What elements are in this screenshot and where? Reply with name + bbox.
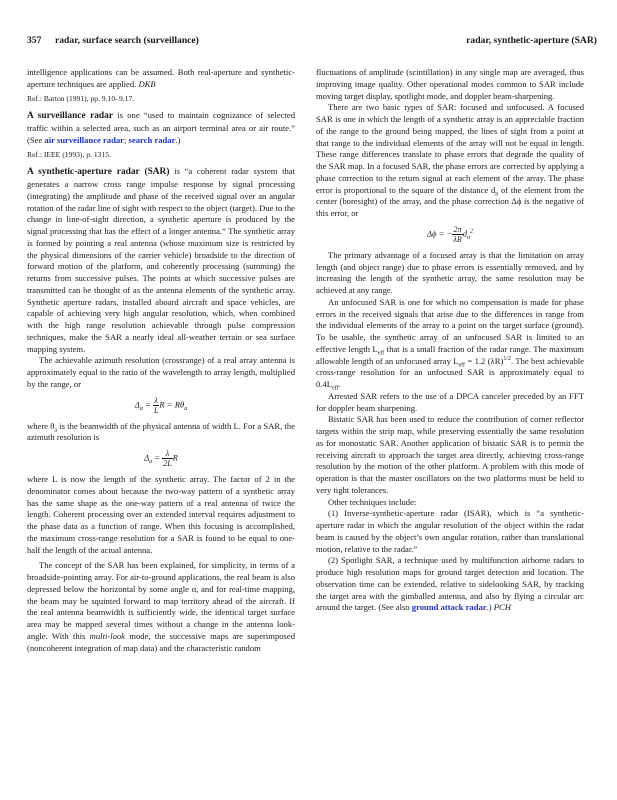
paragraph	[316, 555, 584, 614]
paragraph: where L is now the length of the synthetic array. The factor of 2 in the denominator comes about because the two-way pattern of a synthetic array has the same shape as the one-way pattern of a real antenna of twice the length. Coherent processing over an extended interval requires adjustment to the phase data as a function of range. When this focusing is accomplished, the maximum cross-range resolution for a SAR is found to be equal to one-half the length of the actual antenna.	[27, 474, 295, 555]
reference: Ref.: Barton (1991), pp. 9.10–9.17.	[27, 93, 135, 103]
paragraph: fluctuations of amplitude (scintillation) in any single map are averaged, thus improving image quality. Other operational modes common to SAR include moving target display, spotlight mode, and doppler beam-sharpening.	[316, 67, 584, 101]
eq-equals: =	[152, 452, 163, 463]
eq-numerator: 2π	[453, 224, 462, 234]
paragraph-text: .	[338, 379, 341, 389]
eq-numerator: λ	[162, 449, 172, 459]
entry-term: A synthetic-aperture radar (SAR)	[27, 167, 170, 178]
paragraph	[316, 297, 584, 391]
eq-rhs: d	[462, 228, 468, 239]
equation-azimuth-real	[27, 396, 295, 415]
text-subscript: eff	[458, 362, 466, 369]
link-ground-attack-radar[interactable]: ground attack radar	[411, 602, 487, 613]
reference: Ref.: IEEE (1993), p. 1315.	[27, 149, 111, 159]
paragraph-text: .)	[486, 602, 494, 613]
link-separator: ;	[123, 134, 129, 145]
link-air-surveillance-radar[interactable]: air surveillance radar	[44, 134, 124, 145]
text-subscript: eff	[332, 385, 339, 392]
eq-denominator: λR	[453, 234, 462, 244]
paragraph: Arrested SAR refers to the use of a DPCA canceler preceded by an FFT for doppler beam sharpening.	[316, 390, 584, 413]
eq-rhs: R = Rθ	[159, 398, 185, 409]
paragraph	[316, 102, 584, 220]
text-superscript: 1/2	[503, 355, 511, 362]
entry-text: is “a coherent radar system that generates a narrow cross range impulse response by signal processing (integrating) the amplitude and phase of the received signal over an angular rotation of the radar line of sight with respect to the object (target). Due to the change in line-of-sight direction, a synthetic aperture is produced by the signal processing that has the effect of a longer antenna.” The synthetic array is formed by pointing a real antenna (whose maximum size is restricted by the physical dimensions of the carrier vehicle) broadside to the direction of forward motion of the platform, and coherently processing (summing) the returns from successive pulses. The points at which successive pulses are transmitted can be thought of as the antenna elements of the synthetic array. Synthetic aperture radars, installed aboard aircraft and space vehicles, are capable of achieving very high angular resolution, which, when combined with the high range resolution achievable through pulse compression techniques, make the SAR a nearly ideal all-weather terrain or sea surface mapping system.	[27, 166, 295, 354]
entry-synthetic-aperture-radar	[27, 166, 295, 355]
right-column	[316, 67, 584, 614]
paragraph-text: (2) Spotlight SAR, a technique used by multifunction airborne radars to produce high resolution maps for ground target detection and location. The observation time can be extended, relative to sidelooking SAR, by tracking the target area with the gimballed antenna, and also by flying a circular arc around the target. (See also	[316, 555, 584, 613]
text-subscript: eff	[377, 350, 385, 357]
paragraph: The primary advantage of a focused array is that the limitation on array length (and object range) due to phase errors is essentially removed, and by increasing the length of the synthetic array, the same resolution may be achieved at any range.	[316, 249, 584, 295]
eq-lhs: Δϕ = −	[426, 228, 453, 239]
header-right-title: radar, synthetic-aperture (SAR)	[466, 35, 597, 46]
entry-text-end: .)	[175, 134, 181, 145]
author-initials: PCH	[493, 602, 511, 613]
author-initials: DKB	[138, 78, 156, 89]
eq-subscript: a	[184, 405, 188, 412]
paragraph-text: . The best achievable cross-range resolution for an unfocused SAR is approximately equal to 0.4L	[316, 355, 584, 389]
italic-term: multi-look	[89, 630, 125, 641]
header-left-title: radar, surface search (surveillance)	[55, 35, 199, 46]
equation-phase-correction	[316, 225, 584, 244]
entry-surveillance-radar	[27, 110, 295, 146]
eq-fraction	[452, 225, 462, 244]
paragraph-text: where θ	[27, 420, 55, 431]
paragraph-text: The concept of the SAR has been explained, for simplicity, in terms of a broadside-pointing array. For air-to-ground applications, the real beam is also depressed below the horizontal by some angle α, and for real-time mapping, the beam may be squinted forward to map territory ahead of the aircraft. If the real antenna beamwidth is sufficiently wide, the identical target surface area may be mapped several times without a change in the antenna look-angle. With this	[27, 560, 295, 641]
equation-azimuth-sar	[27, 449, 295, 468]
eq-subscript: a	[139, 405, 143, 412]
eq-subscript: n	[467, 234, 471, 241]
eq-symbol: Δ	[134, 398, 140, 409]
paragraph-text: An unfocused SAR is one for which no compensation is made for phase errors in the received signals that arise due to the differences in range from the individual elements of the array to a point on the target surface (ground). To be usable, the synthetic array of an unfocused SAR is limited to an effective length L	[316, 296, 584, 354]
eq-rhs: R	[172, 452, 178, 463]
paragraph	[27, 560, 295, 654]
paragraph: Bistatic SAR has been used to reduce the contribution of corner reflector targets within the strip map, while preserving essentially the same resolution as for monostatic SAR. Another application of bistatic SAR is to permit the receiving aircraft to approach the target area directly, achieving cross-range resolution by the motion of the other platform. A problem with this mode of operation is that the master oscillators on the two platforms must be held to very tight tolerances.	[316, 414, 584, 495]
paragraph-text: of the element from the center (boresight) of the array, and the phase correction Δϕ is the negative of this error, or	[316, 184, 584, 218]
eq-symbol: Δ	[144, 452, 150, 463]
paragraph: (1) Inverse-synthetic-aperture radar (ISAR), which is “a synthetic-aperture radar in which the angular resolution of the object within the radar beam is caused by the object’s own angular rotation, rather than translational motion, relative to the radar.”	[316, 508, 584, 554]
paragraph-text: = 1.2 (λR)	[465, 355, 504, 366]
text-subscript: n	[495, 191, 499, 198]
eq-superscript: 2	[470, 228, 474, 235]
eq-denominator: 2L	[163, 459, 172, 468]
left-column	[27, 67, 295, 654]
paragraph-text: that is a small fraction of the radar range. The maximum allowable length of an unfocused array L	[316, 343, 584, 366]
paragraph-text: There are two basic types of SAR: focused and unfocused. A focused SAR is one in which the length of a synthetic array is an appreciable fraction of the range to the ground being mapped, the lines of sight from a point at that range to the individual elements of the array will not be equal in length. These range differences translate to phase errors that degrade the quality of the SAR map. In a focused SAR, the phase errors are corrected by applying a phase correction to the return signal at each element of the array. The phase error is proportional to the square of the distance d	[316, 102, 584, 195]
paragraph	[27, 67, 295, 91]
paragraph-text: is the beamwidth of the physical antenna of width L. For a SAR, the azimuth resolution is	[27, 420, 296, 443]
eq-numerator: λ	[154, 395, 158, 405]
paragraph	[27, 421, 295, 445]
page-number: 357	[27, 35, 42, 46]
paragraph: The achievable azimuth resolution (crossrange) of a real array antenna is approximately equal to the ratio of the wavelength to array length, multiplied by the range, or	[27, 355, 295, 389]
paragraph-text: intelligence applications can be assumed. Both real-aperture and synthetic-aperture techniques are applied.	[27, 67, 295, 89]
text-subscript: a	[54, 427, 58, 434]
entry-text: is one “used to maintain cognizance of selected traffic within a selected area, such as an airport terminal area or air route.” (See	[27, 110, 295, 145]
eq-subscript: a	[149, 459, 153, 466]
running-header	[27, 34, 597, 48]
entry-term: A surveillance radar	[27, 111, 113, 122]
eq-fraction	[162, 449, 172, 468]
eq-denominator: L	[153, 405, 159, 415]
paragraph-text: mode, the successive maps are superimposed (noncoherent integration of map data) and the characteristic random	[27, 630, 295, 653]
link-search-radar[interactable]: search radar	[128, 134, 176, 145]
paragraph: Other techniques include:	[328, 496, 417, 507]
eq-equals: =	[142, 398, 153, 409]
